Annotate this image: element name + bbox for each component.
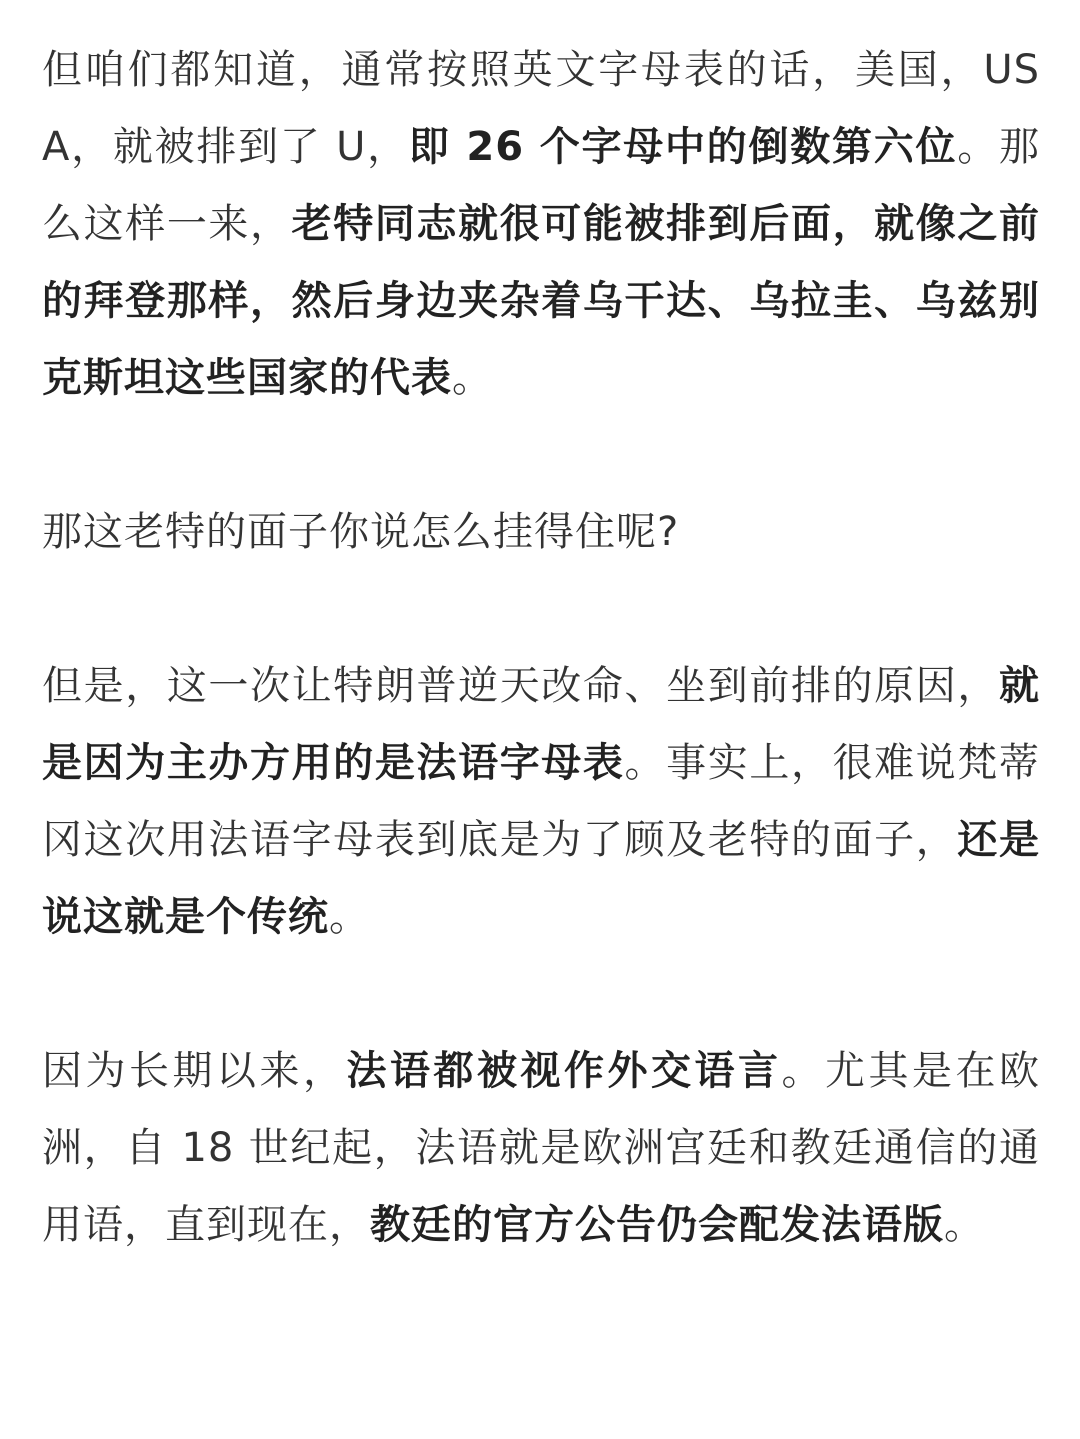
bold-segment: 老特同志就很可能被排到后面，就像之前的拜登那样，然后身边夹杂着乌干达、乌拉圭、乌兹别克斯坦这些国家的代表: [42, 201, 1041, 401]
text-segment: 因为长期以来，: [42, 1048, 347, 1094]
bold-segment: 即 26 个字母中的倒数第六位: [408, 124, 958, 170]
text-segment: 但是，这一次让特朗普逆天改命、坐到前排的原因，: [42, 663, 999, 709]
bold-segment: 法语都被视作外交语言: [346, 1048, 782, 1094]
text-segment: 。那么这样一来，: [42, 124, 1041, 247]
text-segment: 那这老特的面子你说怎么挂得住呢?: [42, 509, 680, 555]
text-segment: 。: [944, 1202, 985, 1248]
text-segment: 但咱们都知道，通常按照英文字母表的话，美国，USA，就被排到了 U，: [42, 47, 1040, 170]
bold-segment: 还是说这就是个传统: [42, 817, 1040, 940]
paragraph-question: [42, 494, 1040, 571]
text-segment: 。: [329, 894, 370, 940]
bold-segment: 就是因为主办方用的是法语字母表: [42, 663, 1040, 786]
text-segment: 。事实上，很难说梵蒂冈这次用法语字母表到底是为了顾及老特的面子，: [42, 740, 1041, 863]
paragraph-diplomatic-language: [42, 1033, 1040, 1264]
paragraph-french-alphabet: [42, 648, 1040, 956]
bold-segment: 教廷的官方公告仍会配发法语版: [370, 1202, 944, 1248]
paragraph-alphabet-order: [42, 32, 1040, 417]
text-segment: 。尤其是在欧洲，自 18 世纪起，法语就是欧洲宫廷和教廷通信的通用语，直到现在，: [42, 1048, 1040, 1248]
article-body: [42, 32, 1040, 1264]
text-segment: 。: [452, 355, 493, 401]
